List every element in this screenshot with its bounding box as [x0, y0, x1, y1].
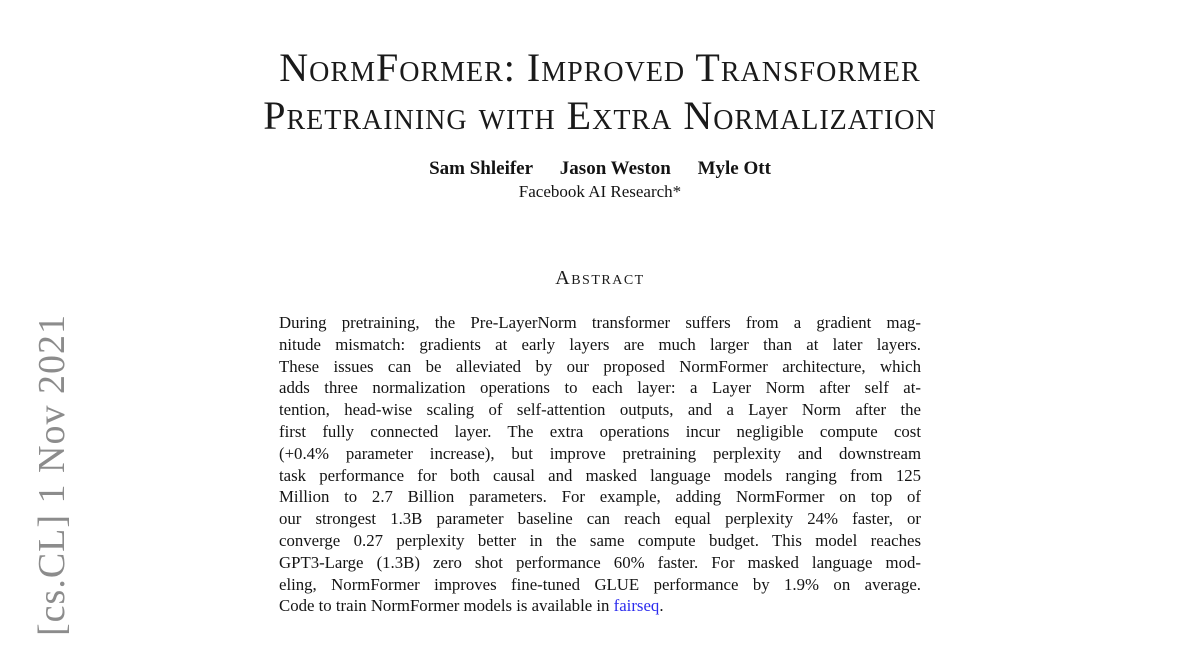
abstract-line: our strongest 1.3B parameter baseline can reach equal perplexity 24% faster, or [279, 509, 921, 529]
abstract-line: Million to 2.7 Billion parameters. For example, adding NormFormer on top of [279, 487, 921, 507]
paper-title-line2: Pretraining with Extra Normalization [263, 93, 937, 138]
abstract-heading: Abstract [555, 267, 645, 289]
abstract-line: task performance for both causal and masked language models ranging from 125 [279, 465, 921, 485]
abstract-line: These issues can be alleviated by our proposed NormFormer architecture, which [279, 356, 921, 376]
author-name: Jason Weston [559, 158, 671, 179]
abstract-last-line-period: . [659, 596, 664, 616]
affiliation: Facebook AI Research* [518, 182, 682, 201]
abstract-body [279, 312, 921, 617]
abstract-line: tention, head-wise scaling of self-attention outputs, and a Layer Norm after the [279, 400, 921, 420]
arxiv-watermark-text: [cs.CL] 1 Nov 2021 [31, 314, 73, 636]
author-name: Myle Ott [697, 158, 771, 179]
abstract-line: eling, NormFormer improves fine-tuned GLUE performance by 1.9% on average. [279, 574, 921, 594]
abstract-line: first fully connected layer. The extra operations incur negligible compute cost [279, 421, 921, 441]
paper-title [0, 44, 1200, 140]
abstract-line: nitude mismatch: gradients at early layers are much larger than at later layers. [279, 334, 921, 354]
author-list [0, 157, 1200, 181]
author-name: Sam Shleifer [429, 158, 534, 179]
abstract-line: adds three normalization operations to each layer: a Layer Norm after self at- [279, 378, 921, 398]
abstract-last-line-text: Code to train NormFormer models is available in [279, 596, 614, 616]
paper-title-line1: NormFormer: Improved Transformer [279, 45, 921, 90]
abstract-line: converge 0.27 perplexity better in the same compute budget. This model reaches [279, 530, 921, 550]
abstract-line: GPT3-Large (1.3B) zero shot performance 60% faster. For masked language mod- [279, 552, 921, 572]
arxiv-watermark [20, 308, 84, 642]
fairseq-link[interactable]: fairseq [613, 596, 660, 616]
abstract-line: (+0.4% parameter increase), but improve pretraining perplexity and downstream [279, 443, 921, 463]
abstract-line-last [279, 595, 921, 617]
abstract-line: During pretraining, the Pre-LayerNorm transformer suffers from a gradient mag- [279, 313, 921, 332]
